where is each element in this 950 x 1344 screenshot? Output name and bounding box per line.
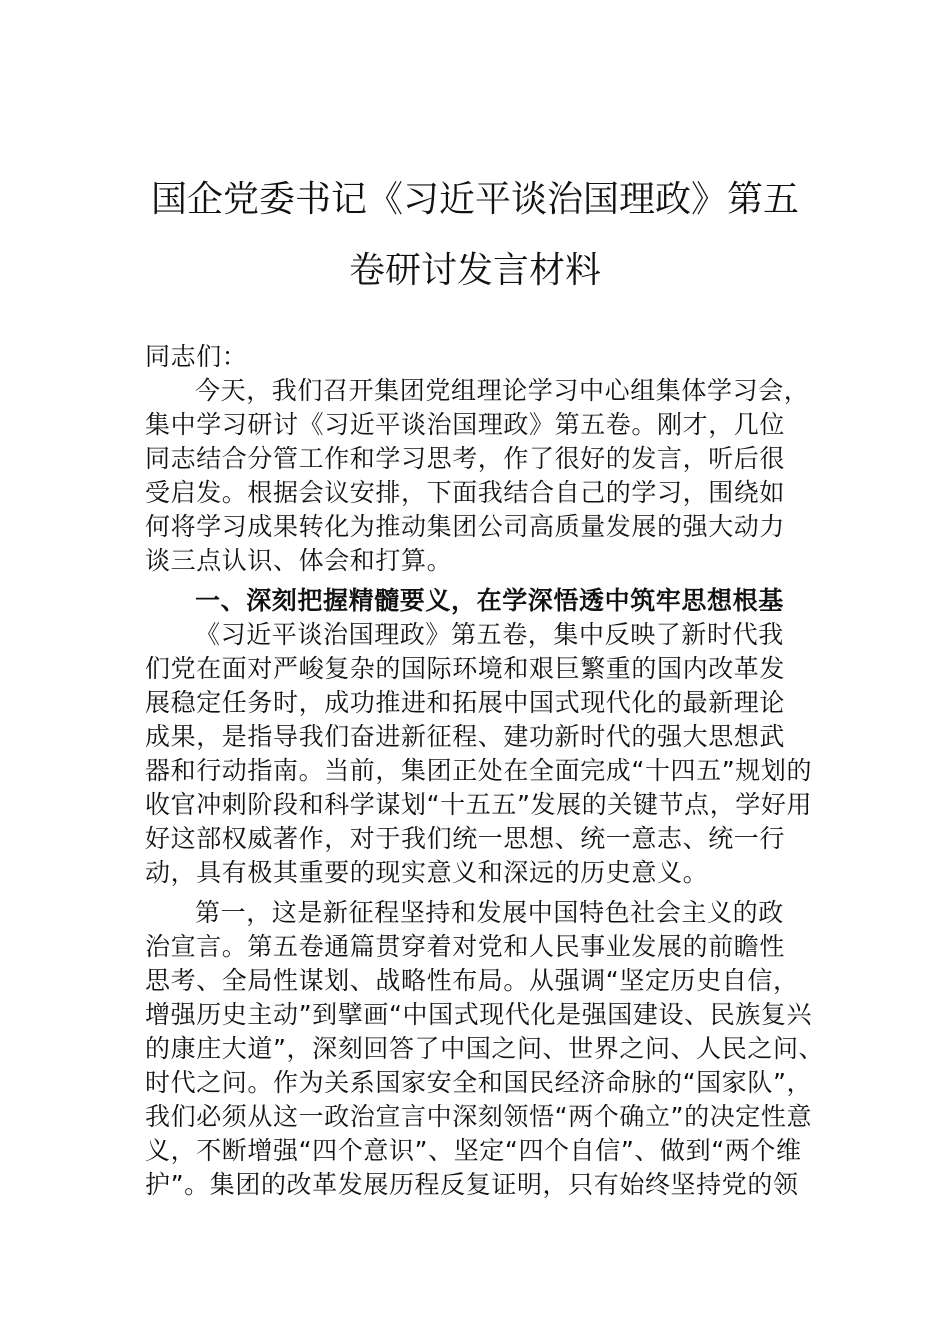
paragraph-line: 何将学习成果转化为推动集团公司高质量发展的强大动力	[145, 512, 786, 541]
paragraph-line: 第一，这是新征程坚持和发展中国特色社会主义的政	[195, 898, 784, 927]
paragraph-line: 器和行动指南。当前，集团正处在全面完成“十四五”规划的	[145, 756, 813, 785]
paragraph-line: 义，不断增强“四个意识”、坚定“四个自信”、做到“两个维	[145, 1136, 802, 1165]
paragraph-line: 展稳定任务时，成功推进和拓展中国式现代化的最新理论	[145, 688, 786, 717]
paragraph-line: 护”。集团的改革发展历程反复证明，只有始终坚持党的领	[145, 1170, 799, 1199]
document-title-line-2: 卷研讨发言材料	[348, 250, 601, 291]
paragraph-line: 收官冲刺阶段和科学谋划“十五五”发展的关键节点，学好用	[145, 790, 813, 819]
paragraph-line: 思考、全局性谋划、战略性布局。从强调“坚定历史自信，	[145, 966, 799, 995]
section-heading: 一、深刻把握精髓要义，在学深悟透中筑牢思想根基	[195, 586, 784, 615]
paragraph-line: 的康庄大道”，深刻回答了中国之问、世界之问、人民之问、	[145, 1034, 825, 1063]
paragraph-line: 治宣言。第五卷通篇贯穿着对党和人民事业发展的前瞻性	[145, 932, 786, 961]
paragraph-line: 好这部权威著作，对于我们统一思想、统一意志、统一行	[145, 824, 786, 853]
salutation: 同志们：	[145, 342, 248, 371]
paragraph-line: 今天，我们召开集团党组理论学习中心组集体学习会，	[195, 376, 810, 405]
document-title-line-1: 国企党委书记《习近平谈治国理政》第五	[150, 179, 799, 220]
paragraph-line: 增强历史主动”到擘画“中国式现代化是强国建设、民族复兴	[145, 1000, 813, 1029]
paragraph-line: 集中学习研讨《习近平谈治国理政》第五卷。刚才，几位	[145, 410, 786, 439]
paragraph-line: 受启发。根据会议安排，下面我结合自己的学习，围绕如	[145, 478, 786, 507]
paragraph-line: 谈三点认识、体会和打算。	[145, 546, 453, 575]
paragraph-line: 们党在面对严峻复杂的国际环境和艰巨繁重的国内改革发	[145, 654, 786, 683]
paragraph-line: 《习近平谈治国理政》第五卷，集中反映了新时代我	[195, 620, 784, 649]
paragraph-line: 成果，是指导我们奋进新征程、建功新时代的强大思想武	[145, 722, 786, 751]
paragraph-line: 动，具有极其重要的现实意义和深远的历史意义。	[145, 858, 709, 887]
paragraph-line: 同志结合分管工作和学习思考，作了很好的发言，听后很	[145, 444, 786, 473]
paragraph-line: 我们必须从这一政治宣言中深刻领悟“两个确立”的决定性意	[145, 1102, 813, 1131]
paragraph-line: 时代之问。作为关系国家安全和国民经济命脉的“国家队”，	[145, 1068, 813, 1097]
